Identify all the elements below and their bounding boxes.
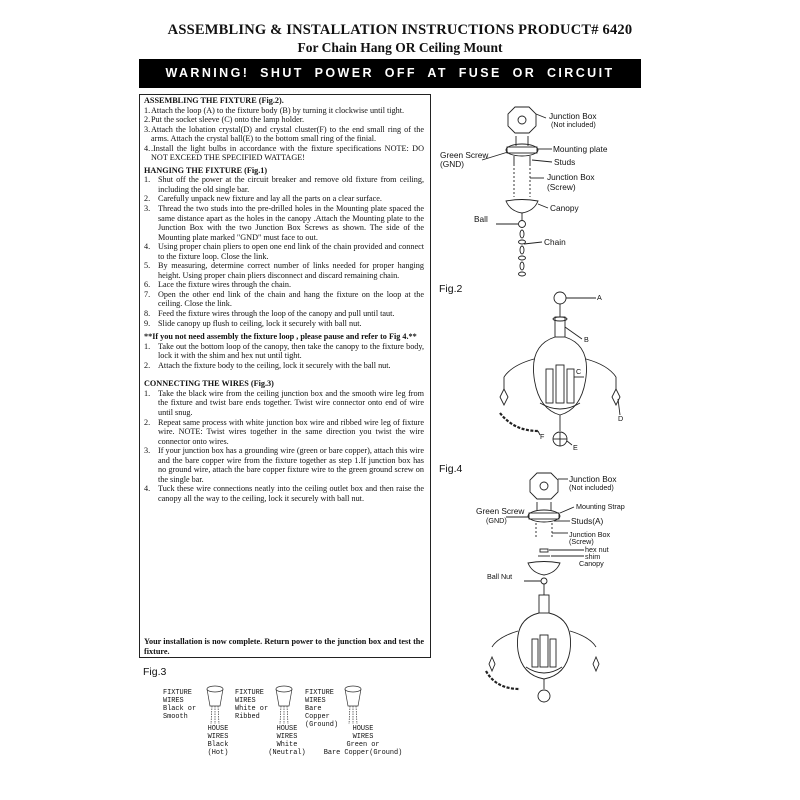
step-number: 9. [144, 318, 151, 328]
step-text: Put the socket sleeve (C) onto the lamp holder. [151, 115, 305, 125]
step-number: 3. [144, 204, 151, 214]
step-number: 2. [144, 115, 151, 125]
fig4-gnd-label: (GND) [486, 516, 507, 525]
instruction-step [144, 194, 424, 204]
fig2-label-d: D [618, 414, 624, 423]
step-text: Take the black wire from the ceiling junction box and the smooth wire leg from the fixture and twist bare ends together. Twist wire connector onto end of wire until snug. [158, 388, 424, 417]
fig1-green-screw-label: Green Screw [440, 150, 489, 160]
step-text: Lace the fixture wires through the chain. [158, 280, 291, 290]
instruction-step [144, 204, 424, 242]
step-number: 5. [144, 261, 151, 271]
page-title: ASSEMBLING & INSTALLATION INSTRUCTIONS PRODUCT# 6420 [167, 22, 633, 38]
fig1-mounting-plate-label: Mounting plate [553, 144, 608, 154]
instruction-step [144, 389, 424, 418]
fig4-green-screw-label: Green Screw [476, 506, 525, 516]
step-number: 6. [144, 280, 151, 290]
step-number: 8. [144, 309, 151, 319]
fig4-canopy-label: Canopy [579, 559, 604, 568]
fig4-panel [434, 461, 641, 708]
fig4-studs-label: Studs(A) [571, 516, 604, 526]
fig4-label: Fig.4 [439, 463, 463, 475]
fig4-junction-box-label: Junction Box [569, 474, 617, 484]
fig1-panel [434, 94, 641, 281]
fig4-shim-label: shim [585, 552, 601, 561]
fig3-drawing [139, 664, 431, 783]
fig2-label-e: E [573, 443, 578, 452]
step-number: 1. [144, 175, 151, 185]
step-text: Feed the fixture wires through the loop of the canopy and pull until taut. [158, 309, 395, 319]
step-text: Take out the bottom loop of the canopy, then take the canopy to the fixture body, lock it with the shim and hex nut until tight. [158, 341, 424, 361]
step-number: 1. [144, 388, 151, 398]
fig4-junction-box-screw-label: Junction Box [569, 530, 611, 539]
step-number: 2. [144, 360, 151, 370]
fig1-chain-label: Chain [544, 237, 566, 247]
fig3-fixture-wires-3: FIXTURE WIRES Bare Copper (Ground) [305, 689, 339, 730]
fig4-screw-label: (Screw) [569, 537, 594, 546]
instruction-step [144, 319, 424, 329]
fig4-hex-nut-label: hex nut [585, 545, 609, 554]
step-number: 1. [144, 341, 151, 351]
step-number: 4. [144, 242, 151, 252]
step-text: Repeat same process with white junction box wire and ribbed wire leg of fixture wire. NOTE: Twist wires together in the same direction you twist the wire connector onto wires. [158, 417, 424, 446]
fig1-canopy-label: Canopy [550, 203, 579, 213]
step-text: Thread the two studs into the pre-drilled holes in the Mounting plate spaced the same distance apart as the holes in the canopy .Attach the Mounting plate to the Junction Box with the two Junction Box Screws as shown. The side of the Mounting plate marked "GND" must face to out. [158, 204, 424, 242]
fig2-label-a: A [597, 293, 602, 302]
instruction-step [144, 418, 424, 447]
step-text: By measuring, determine correct number of links needed for proper hanging height. Using proper chain pliers disconnect and discard remaining chain. [158, 261, 424, 280]
fig2-label: Fig.2 [439, 283, 463, 295]
step-text: Shut off the power at the circuit breaker and remove old fixture from ceiling, including the old single bar. [158, 175, 424, 194]
fig2-label-c: C [576, 367, 582, 376]
step-number: 7. [144, 289, 151, 299]
fig1-gnd-label: (GND) [440, 159, 464, 169]
instruction-step [144, 309, 424, 319]
fig3-house-wires-1: HOUSE WIRES Black (Hot) [207, 725, 229, 758]
step-text: .Install the light bulbs in accordance with the fixture specifications NOTE: DO NOT EXCEED THE SPECIFIED WATTAGE! [151, 143, 424, 163]
step-text: Carefully unpack new fixture and lay all the parts on a clear surface. [158, 194, 382, 204]
instruction-step [144, 125, 424, 144]
fig1-junction-box-label: Junction Box [549, 111, 597, 121]
connecting-heading: CONNECTING THE WIRES (Fig.3) [144, 379, 274, 389]
step-number: 2. [144, 194, 151, 204]
fig3-label: Fig.3 [143, 666, 167, 678]
step-text: Slide canopy up flush to ceiling, lock it securely with ball nut. [158, 318, 362, 328]
page-subtitle: For Chain Hang OR Ceiling Mount [297, 40, 503, 55]
instruction-step [144, 484, 424, 503]
instruction-step [144, 361, 424, 371]
step-text: Using proper chain pliers to open one end link of the chain provided and connect to the fixture loop. Close the link. [158, 242, 424, 261]
step-text: Attach the lobation crystal(D) and crystal cluster(F) to the end small ring of the arms. Attach the crystal ball(E) to the bottom small ring of the finial. [151, 124, 424, 144]
warning-banner: WARNING! SHUT POWER OFF AT FUSE OR CIRCUIT BREAKER . [139, 59, 641, 88]
step-text: Tuck these wire connections neatly into the ceiling outlet box and then raise the canopy all the way to the ceiling, lock it securely with ball nut. [158, 484, 424, 503]
instruction-step [144, 280, 424, 290]
fig3-fixture-wires-1: FIXTURE WIRES Black or Smooth [163, 689, 197, 722]
assembling-heading: ASSEMBLING THE FIXTURE (Fig.2). [144, 96, 284, 105]
step-text: If your junction box has a grounding wire (green or bare copper), attach this wire and the bare copper wire from the fixture together as step 1.If junction box has no ground wire, attach the bare copper fixture wire to the green ground screw on the single bar. [158, 446, 424, 484]
fig3-house-wires-3: HOUSE WIRES Green or Bare Copper(Ground) [323, 725, 403, 758]
instruction-step [144, 115, 424, 125]
fig3-panel [139, 664, 431, 783]
instruction-step [144, 242, 424, 261]
step-number: 1. [144, 105, 151, 115]
fig3-fixture-wires-2: FIXTURE WIRES White or Ribbed [235, 689, 269, 722]
fig2-drawing [434, 281, 641, 461]
step-number: 4. [144, 143, 151, 153]
step-number: 2. [144, 417, 151, 427]
instruction-step [144, 290, 424, 309]
instruction-step [144, 261, 424, 280]
fig4-mounting-strap-label: Mounting Strap [576, 502, 625, 511]
fig2-label-b: B [584, 335, 589, 344]
fig1-studs-label: Studs [554, 157, 576, 167]
instruction-step [144, 106, 424, 116]
instructions-panel [139, 94, 431, 658]
fig2-panel [434, 281, 641, 461]
hanging-heading: HANGING THE FIXTURE (Fig.1) [144, 165, 268, 175]
instruction-step [144, 342, 424, 361]
step-text: Attach the fixture body to the ceiling, lock it securely with the ball nut. [158, 360, 391, 370]
fig1-screw-label: (Screw) [547, 182, 576, 192]
instruction-step [144, 144, 424, 163]
fig3-house-wires-2: HOUSE WIRES White (Neutral) [268, 725, 306, 758]
fig4-drawing [434, 461, 641, 708]
step-number: 4. [144, 484, 151, 494]
fig1-not-included-label: (Not included) [551, 120, 596, 129]
completion-note: Your installation is now complete. Return power to the junction box and test the fixture. [144, 637, 424, 656]
step-text: Attach the loop (A) to the fixture body (B) by turning it clockwise until tight. [151, 105, 405, 115]
step-number: 3. [144, 124, 151, 134]
step-text: Open the other end link of the chain and hang the fixture on the loop at the ceiling. Close the link. [158, 289, 424, 309]
instruction-step [144, 175, 424, 194]
step-number: 3. [144, 446, 151, 456]
fig4-not-included-label: (Not included) [569, 483, 614, 492]
fig1-ball-label: Ball [474, 214, 488, 224]
fig4-ball-nut-label: Ball Nut [487, 572, 513, 581]
fig1-junction-box-screw-label: Junction Box [547, 172, 595, 182]
skip-note: **If you not need assembly the fixture loop , please pause and refer to Fig 4.** [144, 332, 417, 342]
fig1-drawing [434, 94, 641, 281]
fig2-label-f: F [540, 432, 545, 441]
instruction-step [144, 446, 424, 484]
